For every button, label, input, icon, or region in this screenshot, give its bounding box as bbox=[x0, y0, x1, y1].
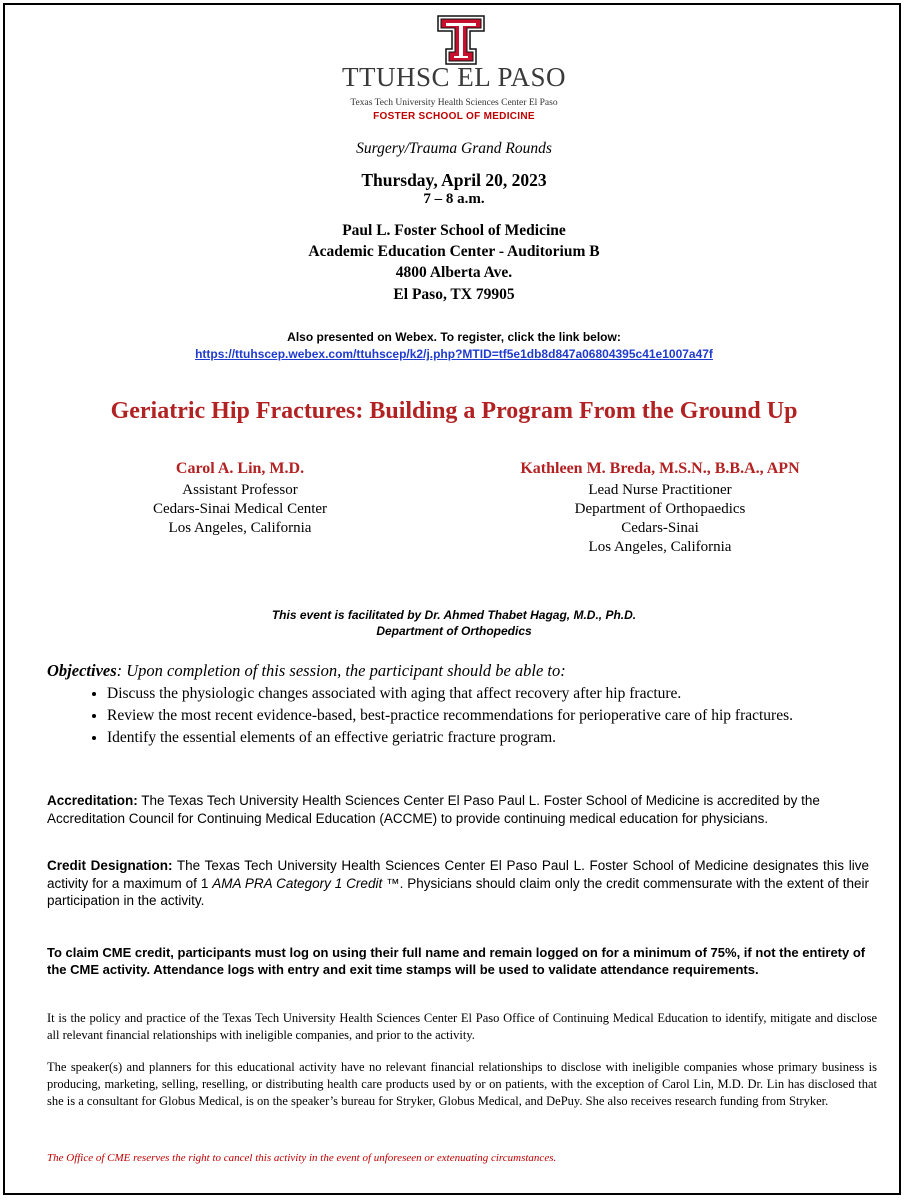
policy-paragraph: It is the policy and practice of the Texas Tech University Health Sciences Center El Paso Office of Continuing Medical Education to identify, mitigate and disclose all relevant financial relationships with ineligible companies, and prior to the activity. bbox=[47, 1011, 877, 1042]
disclosure-paragraph: The speaker(s) and planners for this educational activity have no relevant financial relationships to disclose with ineligible companies whose primary business is producing, marketing, selling, reselling, or distributing health care products used by or on patients, with the exception of Carol Lin, M.D. Dr. Lin has disclosed that she is a consultant for Globus Medical, is on the speaker’s bureau for Stryker, Globus Medical, and DePuy. She also receives research funding from Stryker. bbox=[47, 1060, 877, 1108]
objectives-intro: : Upon completion of this session, the participant should be able to: bbox=[116, 661, 566, 680]
facilitator-line: This event is facilitated by Dr. Ahmed Thabet Hagag, M.D., Ph.D. bbox=[271, 608, 637, 622]
event-time: 7 – 8 a.m. bbox=[423, 191, 485, 207]
objectives-heading bbox=[47, 661, 867, 681]
speaker-detail: Los Angeles, California bbox=[588, 539, 732, 555]
speaker-name: Carol A. Lin, M.D. bbox=[175, 460, 305, 477]
objective-item: • Identify the essential elements of an effective geriatric fracture program. bbox=[107, 728, 897, 748]
institution-subtitle: Texas Tech University Health Sciences Center El Paso bbox=[350, 98, 558, 108]
location-line: El Paso, TX 79905 bbox=[393, 286, 515, 303]
facilitator-department: Department of Orthopedics bbox=[376, 624, 532, 638]
texas-tech-double-t-logo bbox=[436, 14, 486, 66]
location-line: Academic Education Center - Auditorium B bbox=[308, 243, 600, 260]
speaker-block-1 bbox=[120, 459, 360, 538]
objectives-label: Objectives bbox=[47, 661, 117, 680]
speaker-block-2 bbox=[470, 459, 850, 557]
credit-text-end: . Physicians should claim only the credit commensurate with the extent of their participation in the activity. bbox=[47, 875, 869, 908]
webex-registration-link[interactable]: https://ttuhscep.webex.com/ttuhscep/k2/j.php?MTID=tf5e1db8d847a06804395c41e1007a47f bbox=[195, 347, 713, 361]
facilitator-note bbox=[0, 607, 908, 639]
credit-label: Credit Designation: bbox=[47, 858, 173, 873]
event-series: Surgery/Trauma Grand Rounds bbox=[356, 140, 552, 157]
objective-item: • Review the most recent evidence-based, best-practice recommendations for perioperative care of hip fractures. bbox=[107, 706, 897, 726]
event-date: Thursday, April 20, 2023 bbox=[361, 170, 547, 190]
objective-item: • Discuss the physiologic changes associated with aging that affect recovery after hip fracture. bbox=[107, 684, 897, 704]
institution-name: TTUHSC EL PASO bbox=[341, 62, 567, 92]
speaker-detail: Cedars-Sinai Medical Center bbox=[152, 501, 328, 517]
speaker-detail: Department of Orthopaedics bbox=[574, 501, 746, 517]
school-name: FOSTER SCHOOL OF MEDICINE bbox=[373, 111, 535, 122]
location-line: 4800 Alberta Ave. bbox=[395, 264, 513, 281]
cancellation-notice: The Office of CME reserves the right to cancel this activity in the event of unforeseen or extenuating circumstances. bbox=[47, 1152, 557, 1164]
speaker-detail: Lead Nurse Practitioner bbox=[588, 482, 732, 498]
accreditation-label: Accreditation: bbox=[47, 793, 138, 808]
speaker-name: Kathleen M. Breda, M.S.N., B.B.A., APN bbox=[520, 460, 800, 477]
webex-note: Also presented on Webex. To register, click the link below: bbox=[287, 330, 621, 344]
credit-category: AMA PRA Category 1 Credit ™ bbox=[212, 875, 400, 891]
speaker-detail: Los Angeles, California bbox=[168, 520, 312, 536]
accreditation-text: The Texas Tech University Health Sciences Center El Paso Paul L. Foster School of Medicine is accredited by the Accreditation Council for Continuing Medical Education (ACCME) to provide continuing medical education for physicians. bbox=[47, 793, 820, 826]
location-line: Paul L. Foster School of Medicine bbox=[342, 222, 566, 239]
presentation-title: Geriatric Hip Fractures: Building a Program From the Ground Up bbox=[110, 398, 798, 424]
credit-text: The Texas Tech University Health Sciences Center El Paso Paul L. Foster School of Medicine designates this live activity for a maximum of 1 bbox=[47, 858, 869, 891]
objectives-list bbox=[77, 684, 897, 750]
speaker-detail: Assistant Professor bbox=[182, 482, 298, 498]
credit-designation-paragraph bbox=[47, 857, 869, 910]
speaker-detail: Cedars-Sinai bbox=[621, 520, 699, 536]
accreditation-paragraph bbox=[47, 792, 869, 827]
cme-claim-notice: To claim CME credit, participants must log on using their full name and remain logged on for a minimum of 75%, if not the entirety of the CME activity. Attendance logs with entry and exit time stamps will be used to validate attendance requirements. bbox=[47, 945, 866, 977]
